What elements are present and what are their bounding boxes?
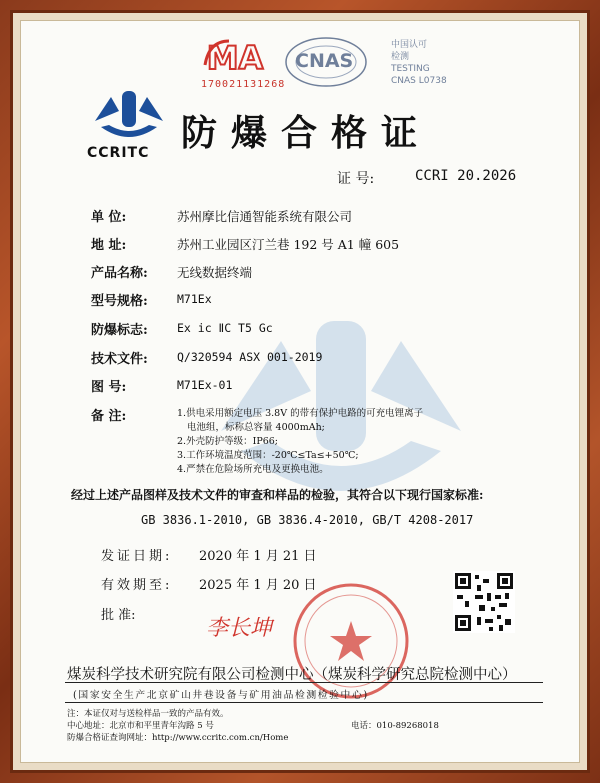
- field-label-ex-marking: 防爆标志:: [91, 323, 148, 338]
- field-label-drawing: 图 号:: [91, 380, 127, 395]
- standards-list: GB 3836.1-2010, GB 3836.4-2010, GB/T 4208-2017: [141, 513, 474, 527]
- field-value-product: 无线数据终端: [177, 265, 253, 280]
- cma-code: 170021131268: [201, 79, 286, 90]
- field-label-model: 型号规格:: [91, 294, 148, 309]
- cert-no-label: 证 号:: [337, 171, 375, 187]
- approve-label: 批 准:: [101, 608, 136, 623]
- note-line: 电池组，标称总容量 4000mAh;: [187, 422, 325, 433]
- footer-website: 防爆合格证查询网址：http://www.ccritc.com.cn/Home: [67, 733, 289, 743]
- certificate-title: 防爆合格证: [181, 113, 432, 154]
- ccritc-logo-text: CCRITC: [87, 145, 150, 161]
- cert-no-value: CCRI 20.2026: [415, 168, 517, 184]
- field-value-unit: 苏州摩比信通智能系统有限公司: [177, 209, 353, 224]
- issuing-organization-sub: (国家安全生产北京矿山井巷设备与矿用油品检测检验中心): [73, 690, 369, 701]
- issue-date-label: 发证日期:: [101, 549, 173, 564]
- note-line: 3.工作环境温度范围：-20℃≤Ta≤+50℃;: [177, 450, 359, 461]
- note-line: 2.外壳防护等级：IP66;: [177, 436, 278, 447]
- footer-address: 中心地址：北京市和平里青年沟路 5 号: [67, 721, 214, 731]
- certificate-paper: [20, 20, 580, 763]
- valid-until-value: 2025 年 1 月 20 日: [199, 578, 317, 593]
- cma-mark-icon: [199, 35, 271, 79]
- issuing-organization: 煤炭科学技术研究院有限公司检测中心（煤炭科学研究总院检测中心）: [67, 667, 517, 683]
- accreditation-line: 中国认可: [391, 40, 428, 50]
- field-value-tech-doc: Q/320594 ASX 001-2019: [177, 350, 323, 364]
- divider: [65, 682, 543, 683]
- cnas-text: CNAS: [295, 50, 354, 72]
- compliance-statement: 经过上述产品图样及技术文件的审查和样品的检验，其符合以下现行国家标准:: [71, 488, 484, 502]
- field-value-address: 苏州工业园区汀兰巷 192 号 A1 幢 605: [177, 237, 400, 252]
- valid-until-label: 有效期至:: [101, 578, 173, 593]
- footer-note: 注：本证仅对与送检样品一致的产品有效。: [67, 709, 229, 719]
- accreditation-line: 检测: [391, 52, 410, 62]
- divider: [65, 702, 543, 703]
- issue-date-value: 2020 年 1 月 21 日: [199, 549, 317, 564]
- field-label-unit: 单 位:: [91, 210, 127, 225]
- field-label-product: 产品名称:: [91, 266, 148, 281]
- note-line: 4.严禁在危险场所充电及更换电池。: [177, 464, 329, 475]
- field-label-remarks: 备 注:: [91, 409, 127, 424]
- qr-code-icon: [453, 571, 515, 633]
- field-value-model: M71Ex: [177, 292, 212, 306]
- note-line: 1.供电采用额定电压 3.8V 的带有保护电路的可充电锂离子: [177, 408, 424, 419]
- accreditation-line: CNAS L0738: [391, 76, 447, 86]
- approver-signature: 李长坤: [206, 616, 273, 641]
- remarks-notes: [177, 407, 423, 477]
- field-value-drawing: M71Ex-01: [177, 378, 233, 392]
- accreditation-block: [391, 39, 447, 87]
- field-value-ex-marking: Ex ic ⅡC T5 Gc: [177, 321, 273, 335]
- accreditation-line: TESTING: [391, 64, 430, 74]
- svg-text:MA: MA: [206, 39, 264, 77]
- field-label-tech-doc: 技术文件:: [91, 352, 148, 367]
- footer-phone: 电话：010-89268018: [351, 721, 439, 731]
- field-label-address: 地 址:: [91, 238, 127, 253]
- ccritc-logo-icon: [87, 85, 171, 143]
